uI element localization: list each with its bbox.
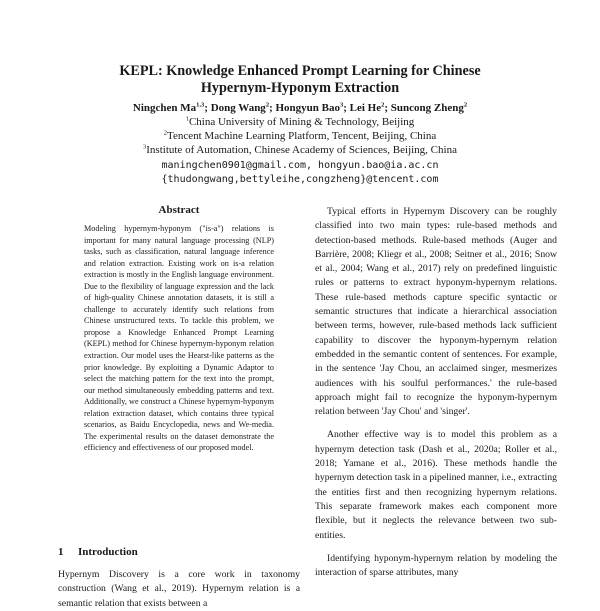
author: Hongyun Bao$^3$;	[275, 101, 350, 114]
body-paragraph: Another effective way is to model this problem as a hypernym detection task (Dash et al., 2020a; Roller et al., 2018; Yamane et al., 2016). These methods handle the hypernym detection task in a pipelined manner, i.e., extracting the entities first and then recognizing hypernym relations. This separate framework makes each component more flexible, but it neglects the relevance between two sub-entities.	[315, 429, 557, 541]
abstract-heading: Abstract	[158, 204, 200, 216]
section-heading-introduction	[58, 546, 298, 559]
email-line: maningchen0901@gmail.com, hongyun.bao@ia.ac.cn	[161, 160, 439, 171]
affiliation: $^1$China University of Mining & Technology, Beijing	[185, 115, 415, 128]
email-line: {thudongwang,bettyleihe,congzheng}@tencent.com	[161, 174, 439, 185]
affiliation: $^2$Tencent Machine Learning Platform, Tencent, Beijing, China	[163, 129, 437, 142]
author: Lei He$^2$;	[349, 101, 391, 114]
author-list	[0, 102, 600, 115]
section-title: Introduction	[78, 546, 138, 558]
introduction-body	[58, 568, 300, 611]
abstract-body	[84, 223, 274, 454]
paper-title-line-1: KEPL: Knowledge Enhanced Prompt Learning for Chinese	[119, 63, 481, 79]
author: Ningchen Ma$^{1,3}$;	[132, 101, 211, 114]
author: Suncong Zheng$^2$	[390, 101, 468, 114]
right-column	[315, 205, 557, 580]
abstract-paragraph: Modeling hypernym-hyponym ("is-a") relations is important for many natural language processing (NLP) tasks, such as classification, natural language inference and relation extraction. Existing work on is-a relation extraction is mostly in the English language environment. Due to the flexibility of language expression and the lack of high-quality Chinese annotation datasets, it is still a challenge to accurately identify such relations from Chinese unstructured texts. To tackle this problem, we propose a Knowledge Enhanced Prompt Learning (KEPL) method for Chinese hypernym-hyponym relation extraction. Our model uses the Hearst-like patterns as the prior knowledge. By exploiting a Dynamic Adaptor to select the matching pattern for the text into the prompt, our method simultaneously embedding patterns and text. Additionally, we construct a Chinese hypernym-hyponym relation extraction dataset, which contains three typical scenarios, as Baidu Encyclopedia, news and We-media. The experimental results on the dataset demonstrate the efficiency and effectiveness of our proposed model.	[84, 224, 274, 453]
affiliation: $^3$Institute of Automation, Chinese Academy of Sciences, Beijing, China	[143, 143, 457, 156]
body-paragraph: Typical efforts in Hypernym Discovery can be roughly classified into two main types: rule-based methods and detection-based methods. Rule-based methods (Auger and Barrière, 2008; Kliegr et al., 2008; Seitner et al., 2016; Snow et al., 2004; Wang et al., 2017) rely on predefined linguistic rules or patterns to extract hyponym-hypernym relations. These rule-based methods capture specific syntactic or semantic structures that indicate a hierarchical association between terms, however, rule-based methods lack sufficient capability to discover the hyponym-hypernym relation embedded in the semantic content of sentences. For example, in the sentence 'Jay Chou, an acclaimed singer, mesmerizes audiences with his soulful performances.' the rule-based approach might fail to recognize the hyponym-hypernym relation between 'Jay Chou' and 'singer'.	[315, 206, 557, 418]
body-paragraph: Identifying hyponym-hypernym relation by modeling the interaction of sparse attributes, many	[315, 552, 557, 579]
body-paragraph: Hypernym Discovery is a core work in taxonomy construction (Wang et al., 2019). Hypernym relation is a semantic relation that exists between a	[58, 569, 300, 609]
paper-title-line-2: Hypernym-Hyponym Extraction	[200, 80, 400, 96]
author: Dong Wang$^2$;	[210, 101, 276, 114]
section-number: 1	[58, 546, 64, 558]
